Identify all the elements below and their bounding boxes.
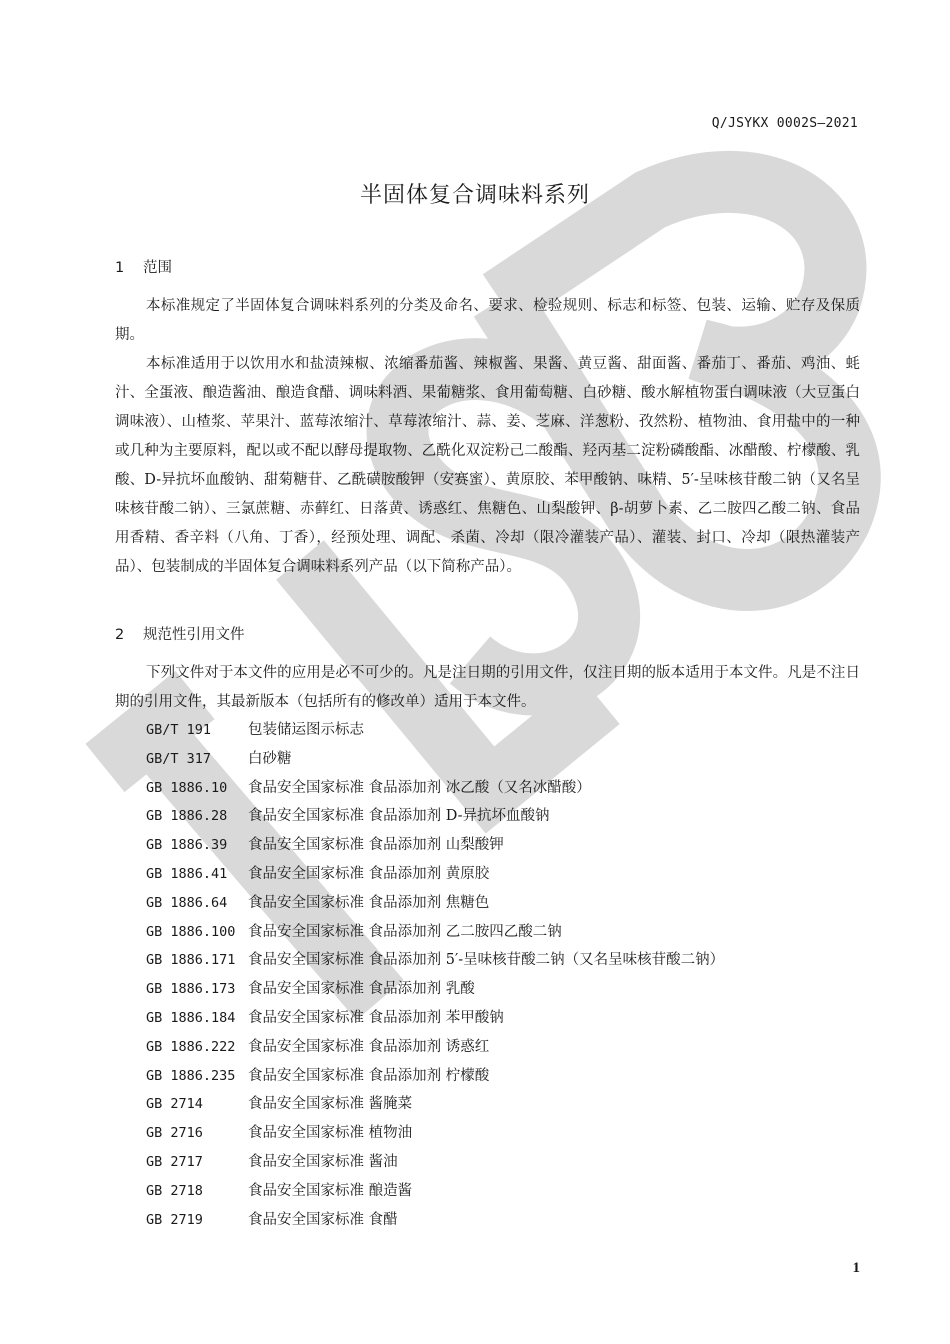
section-title: 范围 <box>143 260 172 276</box>
reference-title: 食品安全国家标准 酿造酱 <box>248 1182 413 1199</box>
reference-title: 食品安全国家标准 食品添加剂 焦糖色 <box>248 894 490 911</box>
references-intro-paragraph: 下列文件对于本文件的应用是必不可少的。凡是注日期的引用文件，仅注日期的版本适用于本文件。凡是不注日期的引用文件，其最新版本（包括所有的修改单）适用于本文件。 <box>115 665 860 710</box>
reference-code: GB 1886.100 <box>146 923 236 940</box>
section-heading-scope <box>115 256 172 277</box>
reference-title: 食品安全国家标准 食品添加剂 山梨酸钾 <box>248 837 504 854</box>
section-heading-normative-references <box>115 623 245 644</box>
reference-code: GB 1886.171 <box>146 952 236 969</box>
reference-code: GB 2716 <box>146 1125 203 1142</box>
reference-code: GB 1886.173 <box>146 981 236 998</box>
reference-code: GB 1886.235 <box>146 1067 236 1084</box>
reference-title: 食品安全国家标准 酱油 <box>248 1153 398 1170</box>
reference-code: GB 1886.39 <box>146 837 228 854</box>
reference-title: 食品安全国家标准 食醋 <box>248 1211 398 1228</box>
section-number: 1 <box>115 260 125 276</box>
reference-title: 食品安全国家标准 食品添加剂 黄原胶 <box>248 865 490 882</box>
reference-title: 食品安全国家标准 食品添加剂 乙二胺四乙酸二钠 <box>248 923 562 940</box>
reference-title: 包装储运图示标志 <box>248 722 364 738</box>
page-number: 1 <box>852 1260 860 1276</box>
standard-code: Q/JSYKX 0002S—2021 <box>711 116 858 131</box>
reference-title: 食品安全国家标准 食品添加剂 D-异抗坏血酸钠 <box>248 808 550 825</box>
reference-code: GB/T 191 <box>146 722 212 738</box>
reference-title: 食品安全国家标准 食品添加剂 冰乙酸（又名冰醋酸） <box>248 779 591 796</box>
section-title: 规范性引用文件 <box>143 627 245 643</box>
reference-title: 食品安全国家标准 食品添加剂 5′-呈味核苷酸二钠（又名呈味核苷酸二钠） <box>248 952 725 969</box>
reference-title: 白砂糖 <box>248 750 292 767</box>
reference-title: 食品安全国家标准 食品添加剂 诱惑红 <box>248 1038 490 1055</box>
reference-title: 食品安全国家标准 食品添加剂 乳酸 <box>248 981 475 998</box>
reference-title: 食品安全国家标准 酱腌菜 <box>248 1096 413 1113</box>
reference-code: GB 2714 <box>146 1096 203 1113</box>
scope-paragraph-2: 本标准适用于以饮用水和盐渍辣椒、浓缩番茄酱、辣椒酱、果酱、黄豆酱、甜面酱、番茄丁、番茄、鸡油、蚝汁、全蛋液、酿造酱油、酿造食醋、调味料酒、果葡糖浆、食用葡萄糖、白砂糖、酸水解植物蛋白调味液（大豆蛋白调味液）、山楂浆、苹果汁、蓝莓浓缩汁、草莓浓缩汁、蒜、姜、芝麻、洋葱粉、孜然粉、植物油、食用盐中的一种或几种为主要原料，配以或不配以酵母提取物、乙酰化双淀粉己二酸酯、羟丙基二淀粉磷酸酯、冰醋酸、柠檬酸、乳酸、D-异抗坏血酸钠、甜菊糖苷、乙酰磺胺酸钾（安赛蜜）、黄原胶、苯甲酸钠、味精、5′-呈味核苷酸二钠（又名呈味核苷酸二钠）、三氯蔗糖、赤藓红、日落黄、诱惑红、焦糖色、山梨酸钾、β-胡萝卜素、乙二胺四乙酸二钠、食品用香精、香辛料（八角、丁香），经预处理、调配、杀菌、冷却（限冷灌装产品）、灌装、封口、冷却（限热灌装产品）、包装制成的半固体复合调味料系列产品（以下简称产品）。 <box>115 356 860 575</box>
reference-code: GB 1886.41 <box>146 865 228 882</box>
reference-code: GB 1886.184 <box>146 1009 236 1026</box>
section-number: 2 <box>115 627 125 643</box>
reference-title: 食品安全国家标准 食品添加剂 柠檬酸 <box>248 1067 490 1084</box>
reference-title: 食品安全国家标准 食品添加剂 苯甲酸钠 <box>248 1009 504 1026</box>
reference-code: GB 1886.64 <box>146 894 228 911</box>
reference-code: GB 2718 <box>146 1182 203 1199</box>
reference-code: GB 1886.222 <box>146 1038 236 1055</box>
reference-code: GB/T 317 <box>146 750 212 767</box>
reference-code: GB 2717 <box>146 1153 203 1170</box>
document-title: 半固体复合调味料系列 <box>359 183 590 208</box>
reference-code: GB 1886.10 <box>146 779 228 796</box>
scope-paragraph-1: 本标准规定了半固体复合调味料系列的分类及命名、要求、检验规则、标志和标签、包装、运输、贮存及保质期。 <box>115 298 860 343</box>
reference-code: GB 1886.28 <box>146 808 228 825</box>
reference-code: GB 2719 <box>146 1211 203 1228</box>
reference-title: 食品安全国家标准 植物油 <box>248 1125 413 1142</box>
